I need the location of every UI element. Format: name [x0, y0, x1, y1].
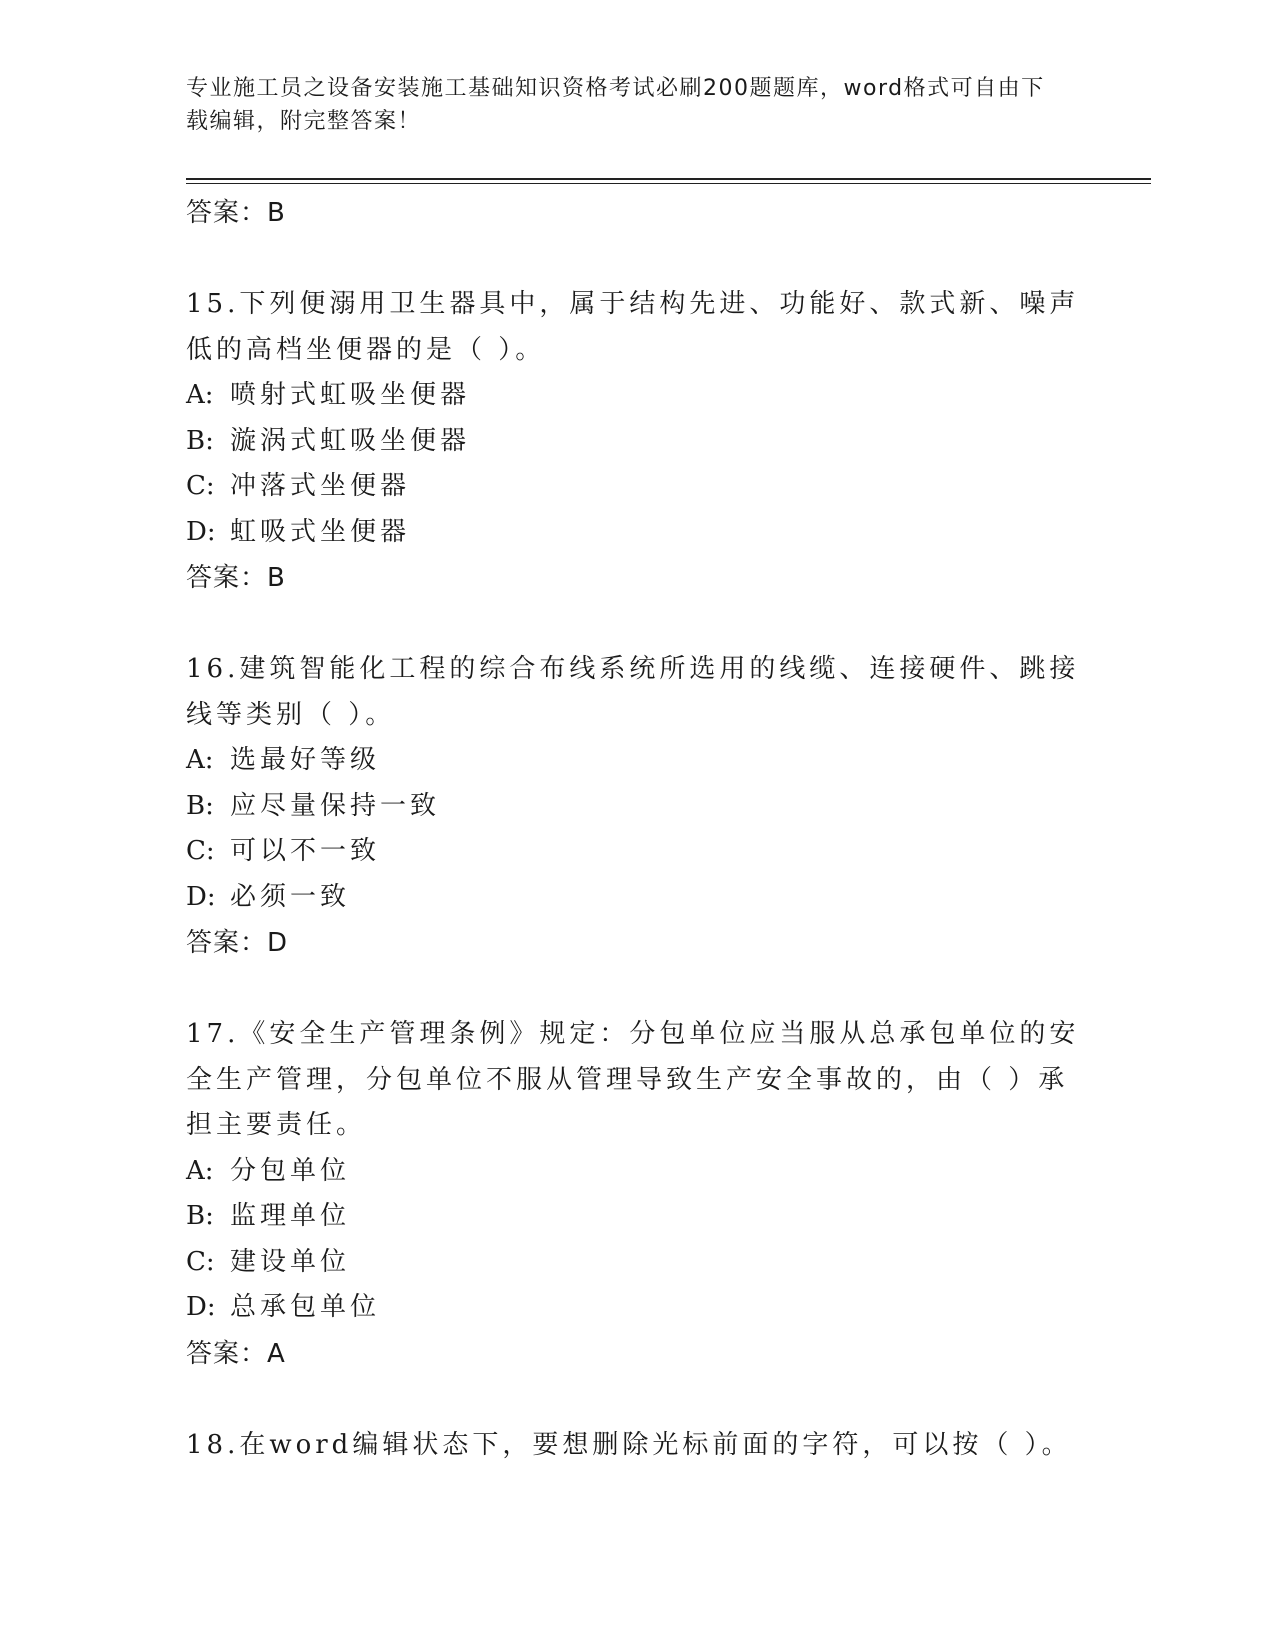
option-text: 建设单位	[230, 1246, 351, 1277]
option-text: 漩涡式虹吸坐便器	[230, 425, 471, 456]
option-a	[186, 1149, 1086, 1195]
option-text: 分包单位	[230, 1155, 351, 1186]
option-text: 冲落式坐便器	[230, 471, 411, 501]
option-text: 监理单位	[230, 1201, 351, 1231]
document-body	[186, 190, 1086, 1468]
answer-line: 答案：D	[186, 928, 289, 958]
header-rule-thin	[186, 183, 1151, 184]
option-d	[186, 510, 1086, 556]
option-key: C:	[186, 1246, 215, 1277]
answer-line: 答案：B	[186, 563, 286, 593]
question-17	[186, 1012, 1086, 1377]
question-stem: 17.《安全生产管理条例》规定：分包单位应当服从总承包单位的安全生产管理，分包单位不服从管理导致生产安全事故的，由（ ）承担主要责任。	[186, 1019, 1080, 1140]
option-a	[186, 738, 1086, 784]
answer-line: 答案：A	[186, 1338, 286, 1369]
option-key: D:	[186, 1292, 216, 1322]
question-16	[186, 647, 1086, 966]
option-text: 必须一致	[230, 881, 351, 912]
option-d	[186, 1285, 1086, 1331]
header-rule-thick	[186, 178, 1151, 180]
option-text: 喷射式虹吸坐便器	[230, 380, 471, 410]
option-c	[186, 829, 1086, 875]
option-key: D:	[186, 881, 216, 912]
option-key: B:	[186, 1201, 214, 1231]
question-15	[186, 282, 1086, 601]
option-b	[186, 1194, 1086, 1240]
page-header: 专业施工员之设备安装施工基础知识资格考试必刷200题题库，word格式可自由下载编辑，附完整答案！	[186, 76, 1045, 134]
answer-line: 答案：B	[186, 198, 286, 228]
question-stem: 18.在word编辑状态下，要想删除光标前面的字符，可以按（ ）。	[186, 1429, 1072, 1460]
option-d	[186, 875, 1086, 921]
option-text: 可以不一致	[230, 836, 381, 866]
option-b	[186, 784, 1086, 830]
option-c	[186, 464, 1086, 510]
question-stem: 15.下列便溺用卫生器具中，属于结构先进、功能好、款式新、噪声低的高档坐便器的是（ ）。	[186, 289, 1080, 365]
option-text: 虹吸式坐便器	[230, 516, 411, 547]
option-key: C:	[186, 471, 215, 501]
option-c	[186, 1240, 1086, 1286]
option-key: D:	[186, 516, 216, 547]
question-18	[186, 1423, 1086, 1469]
option-key: A:	[186, 1155, 214, 1186]
option-key: A:	[186, 380, 214, 410]
option-text: 总承包单位	[230, 1292, 381, 1322]
option-text: 应尽量保持一致	[230, 790, 441, 821]
question-stem: 16.建筑智能化工程的综合布线系统所选用的线缆、连接硬件、跳接线等类别（ ）。	[186, 654, 1080, 730]
option-key: C:	[186, 836, 215, 866]
option-key: B:	[186, 425, 214, 456]
option-key: B:	[186, 790, 214, 821]
option-b	[186, 419, 1086, 465]
option-text: 选最好等级	[230, 745, 381, 775]
option-a	[186, 373, 1086, 419]
option-key: A:	[186, 745, 214, 775]
